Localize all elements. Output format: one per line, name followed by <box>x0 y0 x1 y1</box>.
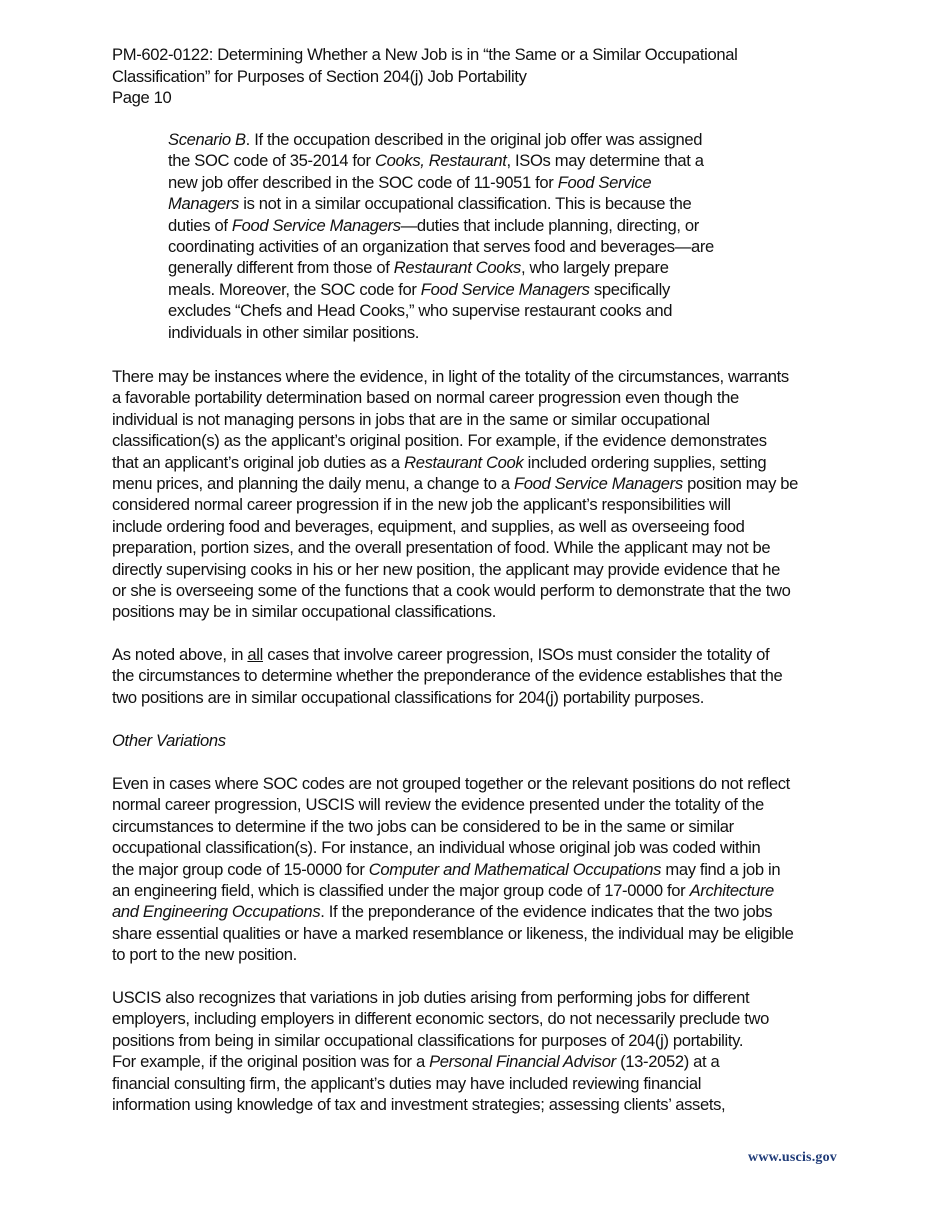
text-line <box>168 150 788 171</box>
text-line <box>168 322 788 343</box>
text-run: menu prices, and planning the daily menu, a change to a <box>112 474 514 494</box>
text-run: to port to the new position. <box>112 945 297 965</box>
text-line <box>112 1073 852 1094</box>
italic-run: Restaurant Cook <box>404 452 524 472</box>
text-run: classification(s) as the applicant’s original position. For example, if the evidence demonstrates <box>112 431 767 451</box>
text-line <box>112 580 852 601</box>
text-run: a favorable portability determination based on normal career progression even though the <box>112 388 739 408</box>
text-run: individual is not managing persons in jobs that are in the same or similar occupational <box>112 409 710 429</box>
italic-run: Computer and Mathematical Occupations <box>368 859 662 879</box>
text-line <box>112 473 852 494</box>
italic-run: Restaurant Cooks <box>393 258 521 278</box>
job-duties-paragraph <box>112 987 852 1115</box>
text-line <box>112 559 852 580</box>
text-line <box>112 837 852 858</box>
text-run: the SOC code of 35-2014 for <box>168 151 375 171</box>
text-line <box>168 236 788 257</box>
text-line <box>112 794 852 815</box>
text-run: that an applicant’s original job duties as a <box>112 452 405 472</box>
text-line <box>112 1030 852 1051</box>
text-line <box>112 409 852 430</box>
section-heading-other-variations: Other Variations <box>112 731 226 750</box>
text-line <box>112 1094 852 1115</box>
text-run: —duties that include planning, directing, or <box>400 215 699 235</box>
italic-run: Food Service Managers <box>420 279 590 299</box>
text-run: information using knowledge of tax and investment strategies; assessing clients’ assets, <box>112 1095 726 1115</box>
text-run: meals. Moreover, the SOC code for <box>168 279 421 299</box>
header-title-line-1: PM-602-0122: Determining Whether a New Job is in “the Same or a Similar Occupational <box>112 45 738 64</box>
text-run: or she is overseeing some of the functions that a cook would perform to demonstrate that the two <box>112 581 791 601</box>
text-line <box>168 129 788 150</box>
text-run: cases that involve career progression, ISOs must consider the totality of <box>262 645 770 664</box>
text-run: excludes “Chefs and Head Cooks,” who supervise restaurant cooks and <box>168 301 673 321</box>
italic-run: Food Service <box>557 172 652 192</box>
text-line <box>112 494 852 515</box>
text-run: new job offer described in the SOC code of 11-9051 for <box>168 172 558 192</box>
text-line <box>112 387 852 408</box>
text-line <box>112 516 852 537</box>
text-line <box>112 859 852 880</box>
text-run: coordinating activities of an organization that serves food and beverages—are <box>168 237 714 257</box>
text-run: include ordering food and beverages, equipment, and supplies, as well as overseeing food <box>112 516 745 536</box>
text-line <box>112 430 852 451</box>
text-line <box>112 665 852 686</box>
text-line <box>112 1051 852 1072</box>
text-run: employers, including employers in different economic sectors, do not necessarily preclude two <box>112 1009 770 1029</box>
text-run: the circumstances to determine whether the preponderance of the evidence establishes that the <box>112 666 783 686</box>
text-line <box>112 366 852 387</box>
text-line <box>168 300 788 321</box>
text-line <box>112 923 852 944</box>
text-run: (13-2052) at a <box>615 1052 720 1072</box>
text-run: financial consulting firm, the applicant’s duties may have included reviewing financial <box>112 1073 702 1093</box>
text-run: For example, if the original position was for a <box>112 1052 430 1072</box>
text-run: duties of <box>168 215 232 235</box>
underlined-run: all <box>247 645 263 664</box>
text-line <box>112 901 852 922</box>
text-line <box>112 987 852 1008</box>
other-variations-paragraph <box>112 773 852 966</box>
italic-run: Scenario B <box>168 130 246 149</box>
text-run: individuals in other similar positions. <box>168 322 420 342</box>
text-run: directly supervising cooks in his or her new position, the applicant may provide evidence that he <box>112 559 780 579</box>
text-run: position may be <box>682 474 799 494</box>
text-line <box>168 279 788 300</box>
text-run: preparation, portion sizes, and the overall presentation of food. While the applicant may not be <box>112 538 771 558</box>
text-run: included ordering supplies, setting <box>523 452 767 472</box>
text-line <box>112 1008 852 1029</box>
text-run: As noted above, in <box>112 645 248 664</box>
text-line <box>112 880 852 901</box>
text-run: is not in a similar occupational classification. This is because the <box>239 194 692 214</box>
italic-run: Cooks, Restaurant <box>374 151 507 171</box>
text-line <box>112 452 852 473</box>
text-run: positions from being in similar occupational classifications for purposes of 204(j) portability. <box>112 1030 744 1050</box>
text-line <box>112 944 852 965</box>
career-progression-paragraph <box>112 366 852 623</box>
text-line <box>112 816 852 837</box>
text-run: , who largely prepare <box>521 258 669 278</box>
text-line <box>112 537 852 558</box>
text-run: USCIS also recognizes that variations in job duties arising from performing jobs for different <box>112 988 750 1007</box>
text-run: generally different from those of <box>168 258 394 278</box>
text-run: There may be instances where the evidence, in light of the totality of the circumstances, warrants <box>112 367 789 386</box>
text-run: two positions are in similar occupational classifications for 204(j) portability purposes. <box>112 687 704 707</box>
text-run: considered normal career progression if in the new job the applicant’s responsibilities will <box>112 495 731 515</box>
text-run: . If the occupation described in the original job offer was assigned <box>245 130 703 149</box>
text-run: share essential qualities or have a marked resemblance or likeness, the individual may be eligible <box>112 923 794 943</box>
text-line <box>168 215 788 236</box>
text-run: occupational classification(s). For instance, an individual whose original job was coded within <box>112 838 761 858</box>
page-header <box>112 44 872 109</box>
text-line <box>112 773 852 794</box>
footer-website-link[interactable]: www.uscis.gov <box>748 1150 837 1165</box>
text-run: positions may be in similar occupational classifications. <box>112 602 497 622</box>
italic-run: and Engineering Occupations <box>112 902 321 922</box>
text-line <box>168 172 788 193</box>
text-run: an engineering field, which is classified under the major group code of 17-0000 for <box>112 881 690 901</box>
italic-run: Managers <box>168 194 239 214</box>
text-run: specifically <box>589 279 670 299</box>
text-run: . If the preponderance of the evidence indicates that the two jobs <box>320 902 773 922</box>
header-title-line-2: Classification” for Purposes of Section 204(j) Job Portability <box>112 66 527 86</box>
text-line <box>168 193 788 214</box>
text-run: may find a job in <box>661 859 781 879</box>
text-run: the major group code of 15-0000 for <box>112 859 369 879</box>
header-page-number: Page 10 <box>112 88 172 107</box>
scenario-b-paragraph <box>168 129 788 343</box>
text-run: , ISOs may determine that a <box>506 151 704 171</box>
italic-run: Food Service Managers <box>513 474 683 494</box>
text-run: Even in cases where SOC codes are not grouped together or the relevant positions do not reflect <box>112 774 790 793</box>
text-line <box>112 601 852 622</box>
italic-run: Personal Financial Advisor <box>429 1052 616 1072</box>
text-run: normal career progression, USCIS will review the evidence presented under the totality of the <box>112 795 764 815</box>
text-line <box>168 257 788 278</box>
italic-run: Food Service Managers <box>231 215 401 235</box>
text-line <box>112 687 852 708</box>
text-line <box>112 644 852 665</box>
text-run: circumstances to determine if the two jobs can be considered to be in the same or similar <box>112 816 734 836</box>
italic-run: Architecture <box>689 881 774 901</box>
totality-note-paragraph <box>112 644 852 708</box>
